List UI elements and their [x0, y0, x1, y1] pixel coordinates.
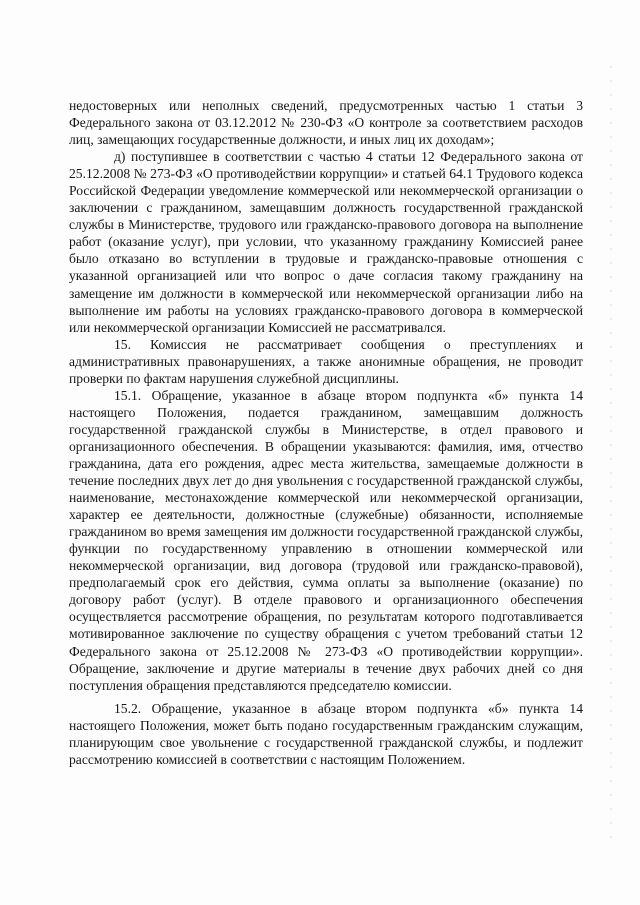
paragraph-subitem-d: д) поступившее в соответствии с частью 4 статьи 12 Федерального закона от 25.12.2008 № 273-ФЗ «О противодействии коррупции» и статьей 64.1 Трудового кодекса Российской Федерации уведомление коммерческой или некоммерческой организации о заключении с гражданином, замещавшим должность государственной гражданской службы в Министерстве, трудового или гражданско-правового договора на выполнение работ (оказание услуг), при условии, что указанному гражданину Комиссией ранее было отказано во вступлении в трудовые и гражданско-правовые отношения с указанной организацией или что вопрос о даче согласия такому гражданину на замещение им должности в коммерческой или некоммерческой организации либо на выполнение им работы на условиях гражданско-правового договора в коммерческой или некоммерческой организации Комиссией не рассматривался.: [69, 149, 583, 335]
paragraph-15-1: 15.1. Обращение, указанное в абзаце втором подпункта «б» пункта 14 настоящего Положения, подается гражданином, замещавшим должность государственной гражданской службы в Министерстве, в отдел правового и организационного обеспечения. В обращении указываются: фамилия, имя, отчество гражданина, дата его рождения, адрес места жительства, замещаемые должности в течение последних двух лет до дня увольнения с государственной гражданской службы, наименование, местонахождение коммерческой или некоммерческой организации, характер ее деятельности, должностные (служебные) обязанности, исполняемые гражданином во время замещения им должности государственной гражданской службы, функции по государственному управлению в отношении коммерческой или некоммерческой организации, вид договора (трудовой или гражданско-правовой), предполагаемый срок его действия, сумма оплаты за выполнение (оказание) по договору работ (услуг). В отделе правового и организационного обеспечения осуществляется рассмотрение обращения, по результатам которого подготавливается мотивированное заключение по существу обращения с учетом требований статьи 12 Федерального закона от 25.12.2008 № 273-ФЗ «О противодействии коррупции». Обращение, заключение и другие материалы в течение двух рабочих дней со дня поступления обращения представляются председателю комиссии.: [69, 387, 583, 693]
paragraph-15-2: 15.2. Обращение, указанное в абзаце втором подпункта «б» пункта 14 настоящего Положения, может быть подано государственным гражданским служащим, планирующим свое увольнение с государственной гражданской службы, и подлежит рассмотрению комиссией в соответствии с настоящим Положением.: [69, 700, 583, 767]
paragraph-15: 15. Комиссия не рассматривает сообщения о преступлениях и административных правонарушениях, а также анонимные обращения, не проводит проверки по фактам нарушения служебной дисциплины.: [69, 336, 583, 386]
paragraph-continuation: недостоверных или неполных сведений, предусмотренных частью 1 статьи 3 Федерального закона от 03.12.2012 № 230-ФЗ «О контроле за соответствием расходов лиц, замещающих государственные должности, и иных лиц их доходам»;: [69, 98, 583, 148]
scan-edge-marks: [610, 60, 612, 840]
